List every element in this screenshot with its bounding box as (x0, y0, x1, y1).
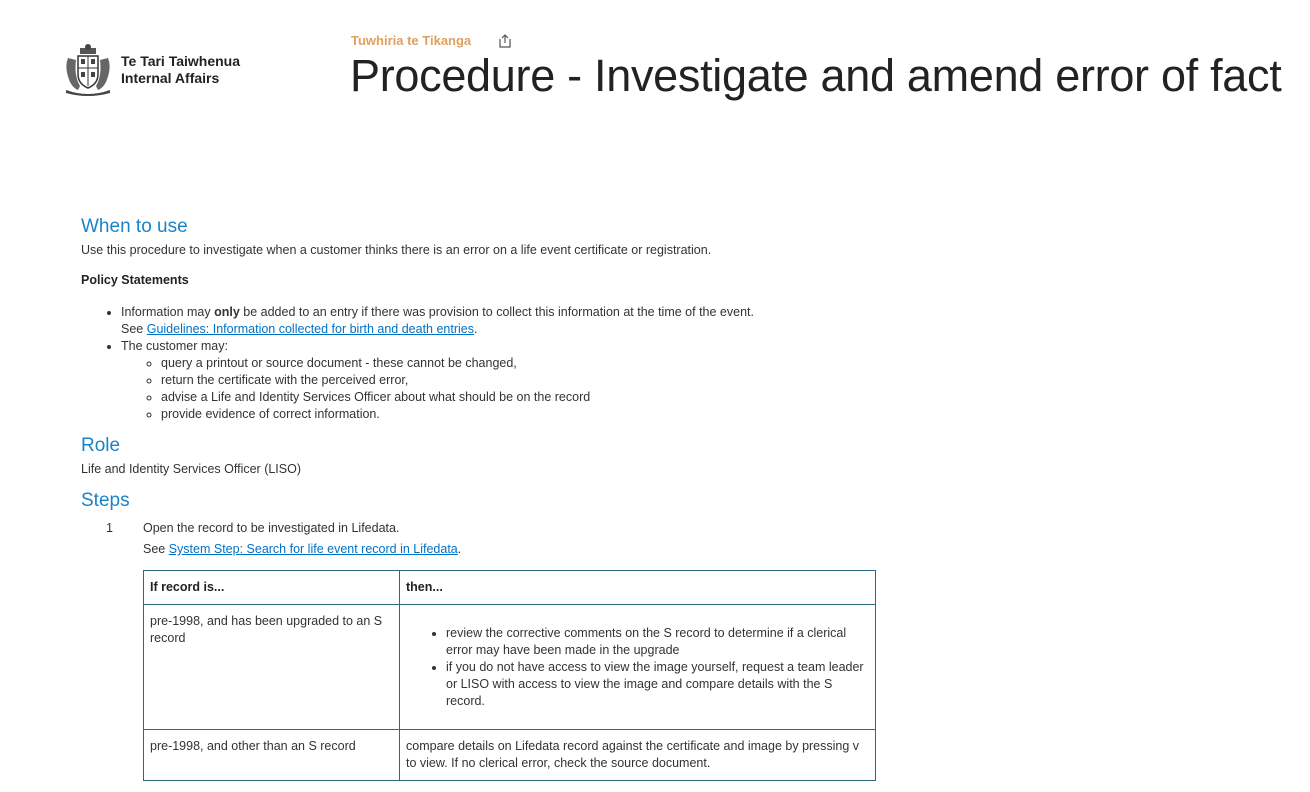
policy-item1-see: See (121, 322, 147, 336)
action-list (406, 625, 869, 710)
policy-item1-post: be added to an entry if there was provision to collect this information at the time of the event. (239, 305, 754, 319)
policy-item-information (121, 304, 1261, 338)
decision-table (143, 570, 876, 781)
breadcrumb[interactable]: Tuwhiria te Tikanga (351, 33, 472, 48)
when-to-use-text: Use this procedure to investigate when a customer thinks there is an error on a life event certificate or registration. (81, 243, 712, 257)
steps-heading: Steps (81, 490, 130, 511)
table-row (144, 605, 876, 730)
table-cell-condition: pre-1998, and other than an S record (144, 730, 400, 781)
logo-text (121, 53, 240, 87)
list-item: ◦ query a printout or source document - these cannot be changed, (161, 355, 1261, 372)
page-title: Procedure - Investigate and amend error of fact (350, 50, 1282, 101)
policy-item1-end: . (474, 322, 478, 336)
list-item: • if you do not have access to view the image yourself, request a team leader or LISO with access to view the image and compare details with the S record. (446, 659, 869, 710)
step-text: Open the record to be investigated in Lifedata. (143, 521, 400, 535)
step-see-label: See (143, 542, 169, 556)
customer-options-list (121, 355, 1261, 423)
logo-line-maori: Te Tari Taiwhenua (121, 53, 241, 69)
list-item: ◦ provide evidence of correct information. (161, 406, 1261, 423)
policy-item1-bold: only (214, 305, 240, 319)
logo-line-english: Internal Affairs (121, 70, 220, 86)
role-heading: Role (81, 435, 121, 456)
table-row (144, 730, 876, 781)
step-see-line (143, 541, 1261, 558)
policy-item1-pre: Information may (121, 305, 215, 319)
table-cell-action: compare details on Lifedata record against the certificate and image by pressing v to view. If no clerical error, check the source document. (400, 730, 876, 781)
step-see-end: . (457, 542, 462, 556)
policy-item2-text: The customer may: (121, 339, 228, 353)
policy-list (81, 304, 1261, 423)
column-header-action: then... (400, 571, 876, 605)
list-item: ◦ return the certificate with the perceived error, (161, 372, 1261, 389)
nz-coat-of-arms-icon (60, 44, 116, 96)
role-text: Life and Identity Services Officer (LISO) (81, 462, 302, 476)
list-item: • review the corrective comments on the S record to determine if a clerical error may have been made in the upgrade (446, 625, 869, 659)
guidelines-information-link[interactable]: Guidelines: Information collected for birth and death entries (146, 322, 474, 336)
table-cell-action (400, 605, 876, 730)
column-header-condition: If record is... (144, 571, 400, 605)
step-body (143, 520, 1261, 781)
list-item: ◦ advise a Life and Identity Services Officer about what should be on the record (161, 389, 1261, 406)
step-number: 1 (106, 521, 113, 535)
policy-heading: Policy Statements (81, 273, 189, 287)
step-1 (81, 520, 1261, 781)
table-cell-condition: pre-1998, and has been upgraded to an S record (144, 605, 400, 730)
system-step-search-link[interactable]: System Step: Search for life event record in Lifedata (168, 542, 458, 556)
page-content (81, 216, 1261, 781)
dia-logo[interactable] (60, 44, 260, 96)
when-to-use-heading: When to use (81, 216, 188, 237)
table-header-row (144, 571, 876, 605)
share-icon[interactable] (497, 33, 513, 49)
policy-item-customer (121, 338, 1261, 423)
